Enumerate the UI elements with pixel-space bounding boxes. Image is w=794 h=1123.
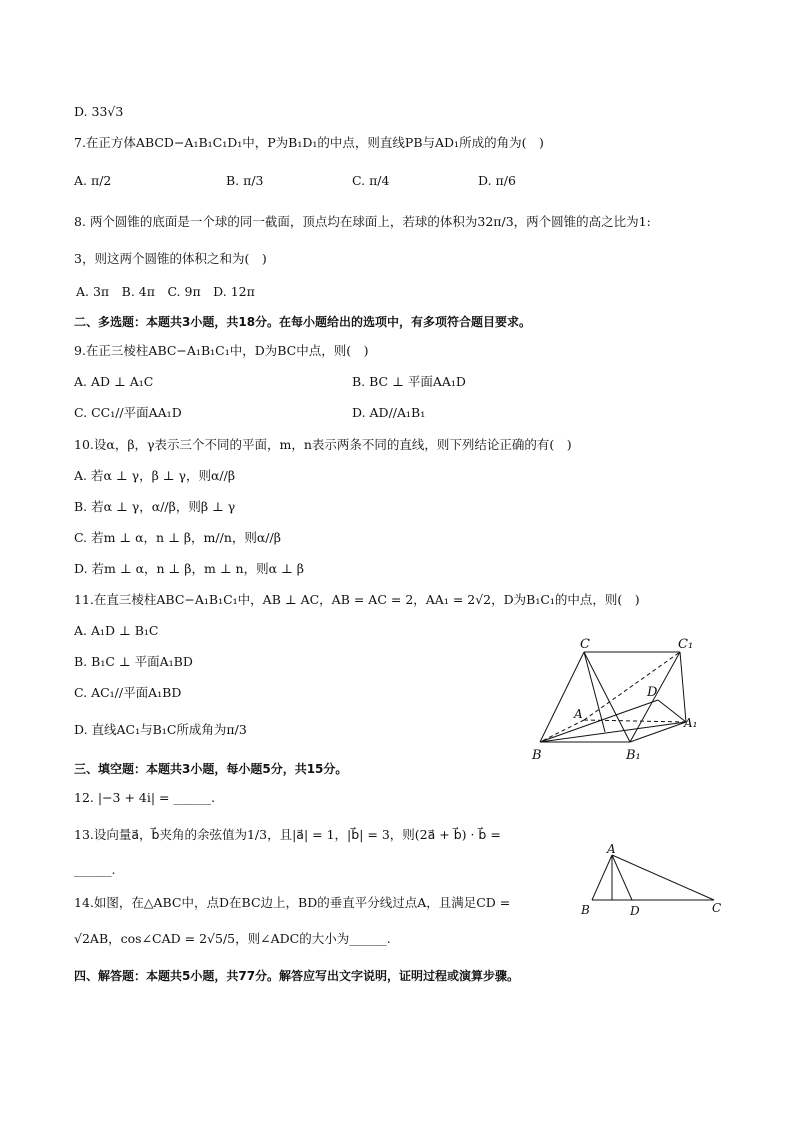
q10-option-d: D. 若m ⊥ α，n ⊥ β，m ⊥ n，则α ⊥ β	[74, 561, 304, 576]
q11-stem: 11.在直三棱柱ABC−A₁B₁C₁中，AB ⊥ AC，AB = AC = 2，AA₁ = 2√2，D为B₁C₁的中点，则( )	[74, 592, 640, 607]
q10-option-b: B. 若α ⊥ γ，α//β，则β ⊥ γ	[74, 499, 236, 514]
section4-heading: 四、解答题：本题共5小题，共77分。解答应写出文字说明，证明过程或演算步骤。	[74, 969, 520, 983]
q14-line2: √2AB，cos∠CAD = 2√5/5，则∠ADC的大小为______.	[74, 931, 391, 946]
section3-heading: 三、填空题：本题共3小题，每小题5分，共15分。	[74, 762, 348, 776]
q11-label-c: C	[580, 637, 590, 652]
q14-label-d: D	[630, 904, 640, 918]
section2-heading: 二、多选题：本题共3小题，共18分。在每小题给出的选项中，有多项符合题目要求。	[74, 315, 532, 329]
q11-label-d: D	[647, 685, 658, 700]
q14-label-a: A	[607, 842, 616, 856]
q8-stem-line2: 3，则这两个圆锥的体积之和为( )	[74, 251, 267, 266]
q14-line1: 14.如图，在△ABC中，点D在BC边上，BD的垂直平分线过点A，且满足CD =	[74, 895, 511, 910]
q11-label-a: A	[574, 707, 583, 721]
q11-option-c: C. AC₁//平面A₁BD	[74, 685, 182, 700]
q11-option-d: D. 直线AC₁与B₁C所成角为π/3	[74, 722, 247, 737]
q13-line1: 13.设向量a⃗，b⃗夹角的余弦值为1/3，且|a⃗| = 1，|b⃗| = 3，则(2a⃗ + b⃗) · b⃗ =	[74, 827, 501, 842]
q14-label-c: C	[712, 901, 722, 915]
q9-option-d: D. AD//A₁B₁	[352, 405, 426, 420]
q9-stem: 9.在正三棱柱ABC−A₁B₁C₁中，D为BC中点，则( )	[74, 343, 369, 358]
q12-stem: 12. |−3 + 4i| = ______.	[74, 790, 215, 805]
q8-stem-line1: 8. 两个圆锥的底面是一个球的同一截面，顶点均在球面上，若球的体积为32π/3，两个圆锥的高之比为1:	[74, 214, 651, 229]
q10-stem: 10.设α，β，γ表示三个不同的平面，m，n表示两条不同的直线，则下列结论正确的有( )	[74, 437, 572, 452]
q9-option-a: A. AD ⊥ A₁C	[74, 374, 154, 389]
q7-stem: 7.在正方体ABCD−A₁B₁C₁D₁中，P为B₁D₁的中点，则直线PB与AD₁所成的角为( )	[74, 135, 544, 150]
q7-option-b: B. π/3	[226, 173, 264, 188]
q11-option-a: A. A₁D ⊥ B₁C	[74, 623, 159, 638]
q13-line2: ______.	[74, 862, 116, 877]
q9-option-c: C. CC₁//平面AA₁D	[74, 405, 182, 420]
q11-label-b1: B₁	[626, 748, 641, 763]
q11-label-c1: C₁	[678, 637, 694, 652]
q11-option-b: B. B₁C ⊥ 平面A₁BD	[74, 654, 193, 669]
q8-options: A. 3π B. 4π C. 9π D. 12π	[76, 284, 255, 299]
q11-label-a1: A₁	[684, 716, 698, 730]
q7-option-a: A. π/2	[74, 173, 112, 188]
q11-prism-figure	[530, 636, 730, 766]
q9-option-b: B. BC ⊥ 平面AA₁D	[352, 374, 466, 389]
q10-option-c: C. 若m ⊥ α，n ⊥ β，m//n，则α//β	[74, 530, 281, 545]
q7-option-d: D. π/6	[478, 173, 516, 188]
q11-label-b: B	[532, 748, 542, 763]
q10-option-a: A. 若α ⊥ γ，β ⊥ γ，则α//β	[74, 468, 236, 483]
q14-triangle-figure	[576, 842, 726, 922]
q6-option-d: D. 33√3	[74, 104, 124, 119]
q7-option-c: C. π/4	[352, 173, 390, 188]
q14-label-b: B	[581, 903, 590, 917]
